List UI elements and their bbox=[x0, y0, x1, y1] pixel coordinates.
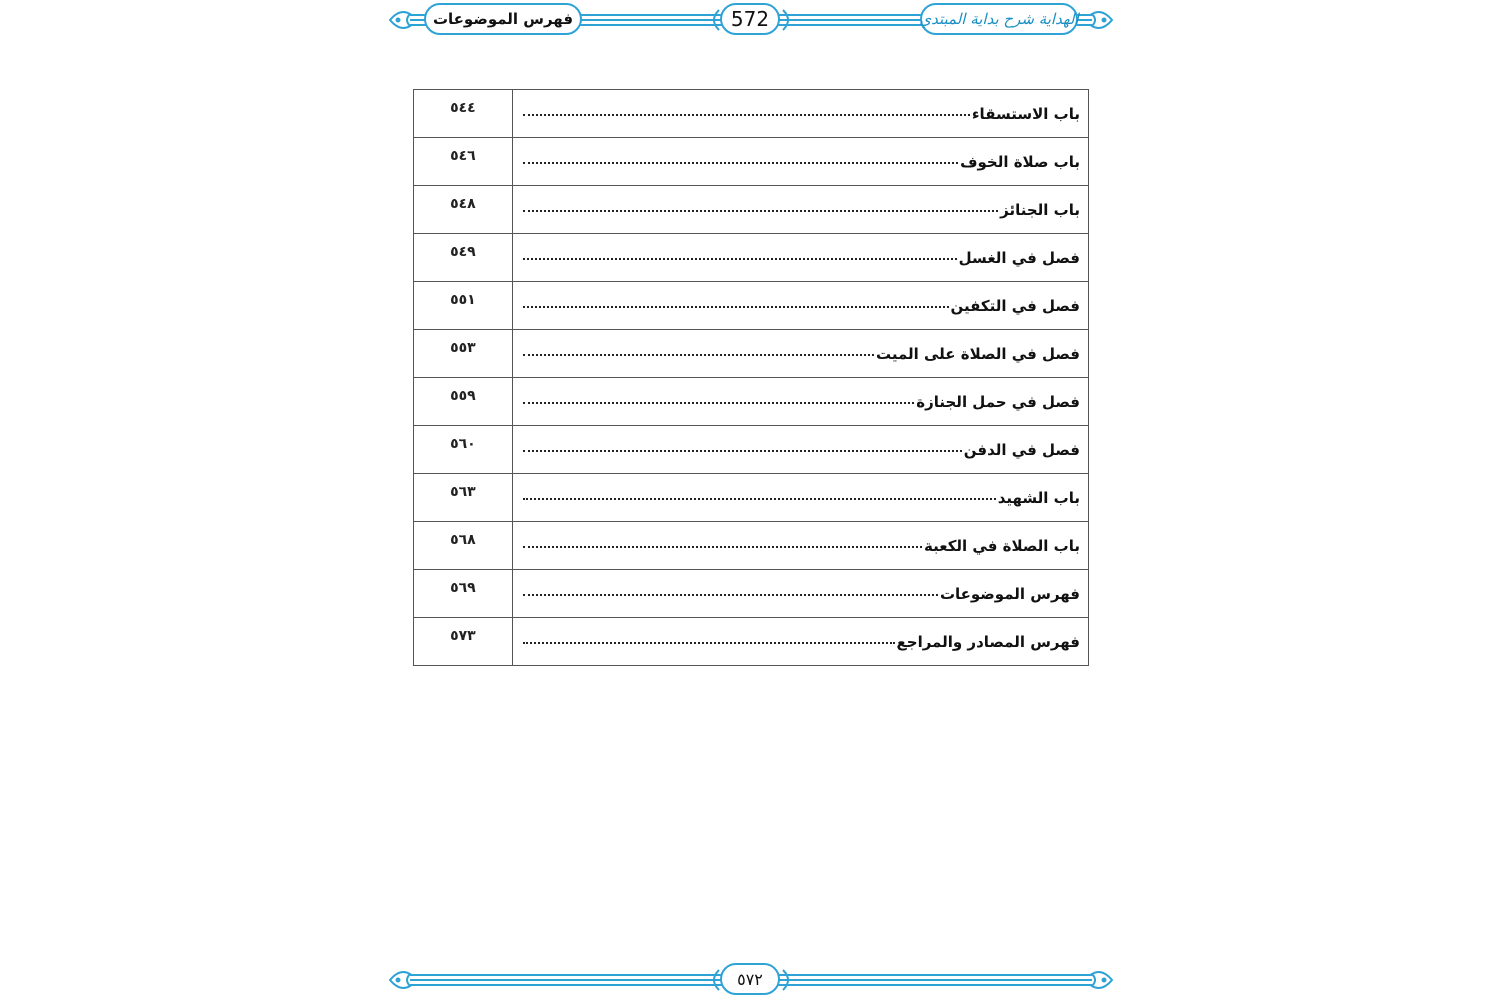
leader-dots bbox=[523, 210, 998, 212]
toc-entry-title: فصل في الدفن bbox=[963, 440, 1080, 459]
leader-dots bbox=[523, 114, 970, 116]
toc-body bbox=[414, 90, 1089, 666]
toc-entry-page: ٥٦٨ bbox=[414, 522, 513, 570]
toc-entry-page: ٥٦٩ bbox=[414, 570, 513, 618]
leader-dots bbox=[523, 498, 996, 500]
toc-entry-page: ٥٤٨ bbox=[414, 186, 513, 234]
leader-dots bbox=[523, 402, 914, 404]
toc-row bbox=[414, 426, 1089, 474]
toc-entry-page: ٥٤٤ bbox=[414, 90, 513, 138]
toc-entry-title: فهرس الموضوعات bbox=[939, 584, 1080, 603]
leader-dots bbox=[523, 546, 922, 548]
toc-row bbox=[414, 570, 1089, 618]
toc-entry-title: باب صلاة الخوف bbox=[960, 152, 1080, 171]
footer-page-number: ٥٧٢ bbox=[720, 963, 780, 995]
toc-entry-page: ٥٤٩ bbox=[414, 234, 513, 282]
toc-entry-title: باب الصلاة في الكعبة bbox=[924, 536, 1080, 555]
leader-dots bbox=[523, 642, 895, 644]
toc-entry-page: ٥٥١ bbox=[414, 282, 513, 330]
toc-row bbox=[414, 618, 1089, 666]
toc-entry-page: ٥٦٠ bbox=[414, 426, 513, 474]
book-title: الهداية شرح بداية المبتدي bbox=[920, 3, 1078, 35]
toc-entry-title: باب الاستسقاء bbox=[971, 104, 1080, 123]
header-page-number: 572 bbox=[720, 3, 780, 35]
leader-dots bbox=[523, 162, 958, 164]
toc-entry-title: فصل في حمل الجنازة bbox=[916, 392, 1080, 411]
toc-entry-title: فصل في الغسل bbox=[958, 248, 1080, 267]
section-title: فهرس الموضوعات bbox=[424, 3, 582, 35]
toc-table bbox=[413, 89, 1089, 666]
toc-row bbox=[414, 522, 1089, 570]
toc-entry-page: ٥٤٦ bbox=[414, 138, 513, 186]
toc-entry-page: ٥٥٣ bbox=[414, 330, 513, 378]
leader-dots bbox=[523, 258, 957, 260]
toc-row bbox=[414, 234, 1089, 282]
toc-entry-title: فهرس المصادر والمراجع bbox=[896, 632, 1080, 651]
leader-dots bbox=[523, 450, 962, 452]
toc-entry-page: ٥٥٩ bbox=[414, 378, 513, 426]
toc-entry-title: باب الجنائز bbox=[1000, 200, 1080, 219]
toc-row bbox=[414, 90, 1089, 138]
toc-row bbox=[414, 138, 1089, 186]
toc-row bbox=[414, 474, 1089, 522]
toc-entry-title: فصل في التكفين bbox=[950, 296, 1080, 315]
toc-entry-page: ٥٧٣ bbox=[414, 618, 513, 666]
toc-row bbox=[414, 282, 1089, 330]
toc-row bbox=[414, 378, 1089, 426]
toc-entry-title: فصل في الصلاة على الميت bbox=[875, 344, 1080, 363]
toc-row bbox=[414, 330, 1089, 378]
leader-dots bbox=[523, 354, 874, 356]
leader-dots bbox=[523, 306, 949, 308]
toc-row bbox=[414, 186, 1089, 234]
leader-dots bbox=[523, 594, 938, 596]
toc-entry-page: ٥٦٣ bbox=[414, 474, 513, 522]
toc-entry-title: باب الشهيد bbox=[997, 488, 1080, 507]
